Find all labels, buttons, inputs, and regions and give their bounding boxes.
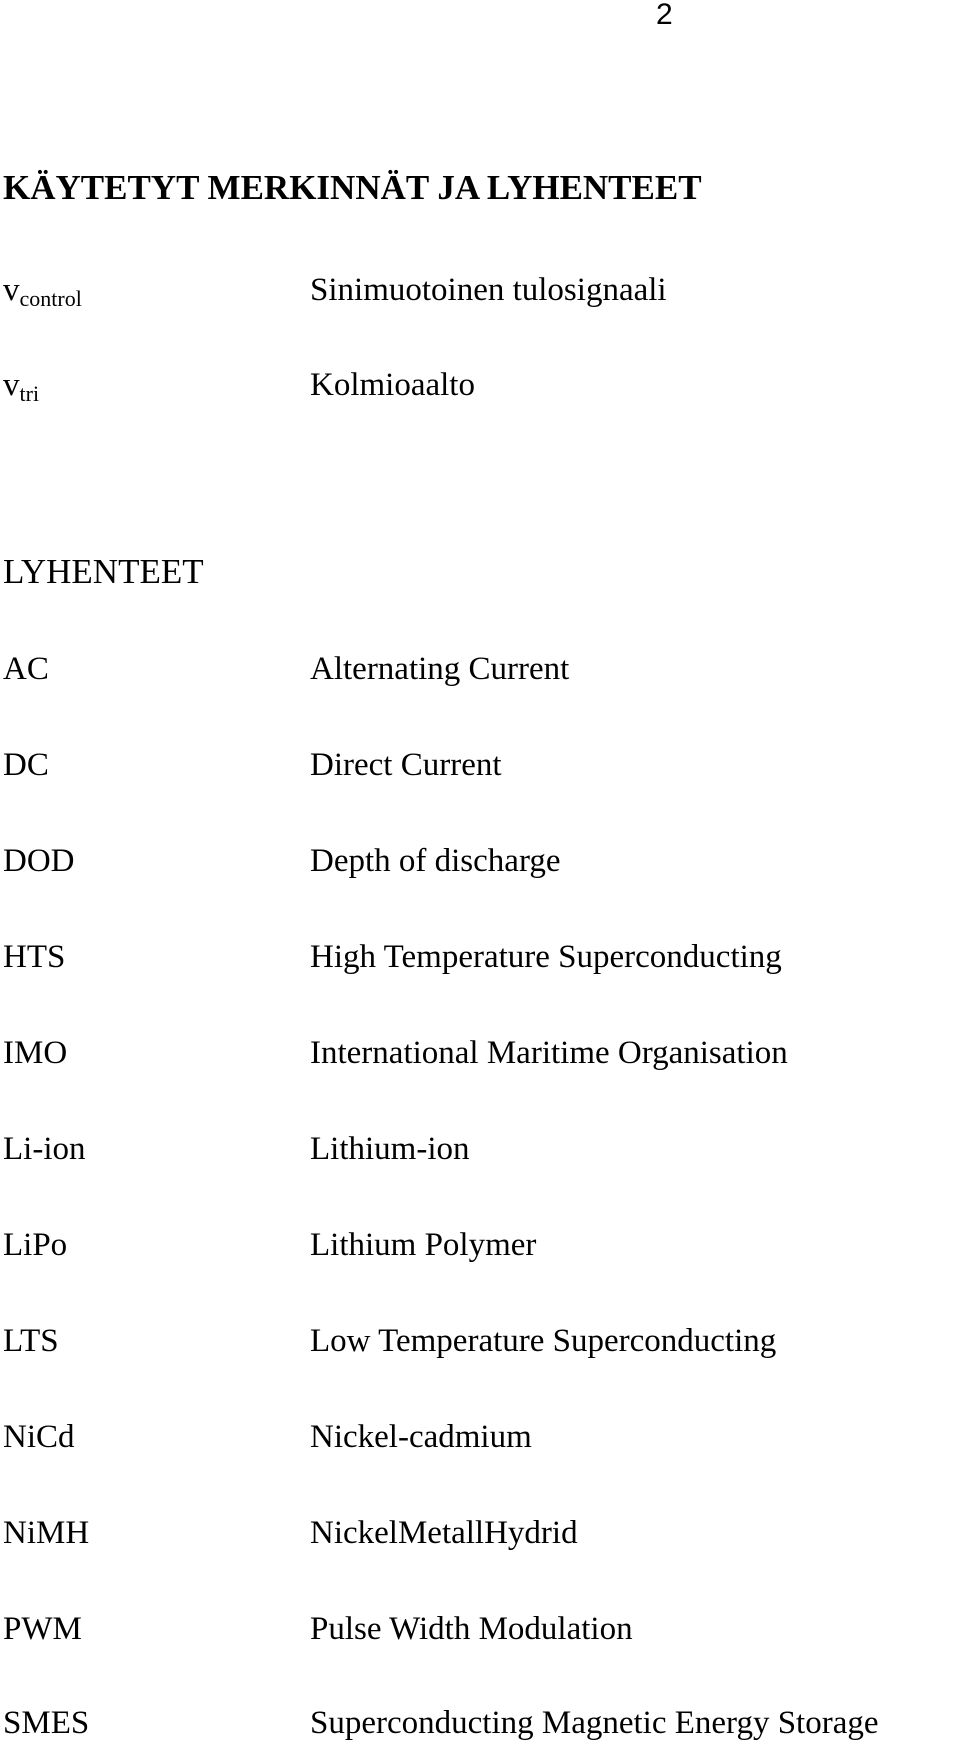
abbreviation-row <box>0 1417 960 1465</box>
abbreviation-term: LTS <box>3 1323 59 1359</box>
abbreviation-term: DOD <box>3 843 75 879</box>
abbreviation-definition: NickelMetallHydrid <box>310 1515 578 1551</box>
abbreviation-row <box>0 1225 960 1273</box>
symbol-row <box>0 365 960 413</box>
abbreviation-row <box>0 1033 960 1081</box>
abbreviation-definition: Pulse Width Modulation <box>310 1611 633 1647</box>
symbol-term <box>3 270 82 310</box>
symbol-definition: Sinimuotoinen tulosignaali <box>310 272 667 308</box>
abbreviation-definition: Depth of discharge <box>310 843 561 879</box>
abbreviation-definition: Superconducting Magnetic Energy Storage <box>310 1705 879 1741</box>
abbreviation-term: DC <box>3 747 49 783</box>
abbreviation-definition: High Temperature Superconducting <box>310 939 782 975</box>
abbreviation-term: AC <box>3 651 49 687</box>
abbreviation-term: SMES <box>3 1705 90 1741</box>
abbreviation-row <box>0 937 960 985</box>
symbol-definition: Kolmioaalto <box>310 367 475 403</box>
abbreviation-term: HTS <box>3 939 66 975</box>
abbreviation-row <box>0 649 960 697</box>
page-number: 2 <box>656 0 673 31</box>
abbreviation-row <box>0 841 960 889</box>
symbol-term <box>3 365 39 405</box>
abbreviation-row <box>0 1321 960 1369</box>
abbreviation-row <box>0 1513 960 1561</box>
abbreviation-row <box>0 1703 960 1751</box>
abbreviation-definition: Lithium Polymer <box>310 1227 537 1263</box>
abbreviation-term: PWM <box>3 1611 82 1647</box>
abbreviation-term: Li-ion <box>3 1131 86 1167</box>
symbol-base: v <box>3 367 20 403</box>
symbol-subscript: control <box>19 286 82 311</box>
abbreviation-row <box>0 745 960 793</box>
abbreviation-definition: Lithium-ion <box>310 1131 470 1167</box>
abbreviation-term: IMO <box>3 1035 68 1071</box>
abbreviation-term: NiMH <box>3 1515 90 1551</box>
abbreviation-row <box>0 1609 960 1657</box>
section-heading-symbols: KÄYTETYT MERKINNÄT JA LYHENTEET <box>3 168 702 207</box>
abbreviation-definition: Alternating Current <box>310 651 570 687</box>
abbreviation-row <box>0 1129 960 1177</box>
abbreviation-definition: Nickel-cadmium <box>310 1419 532 1455</box>
symbol-row <box>0 270 960 318</box>
abbreviation-definition: International Maritime Organisation <box>310 1035 788 1071</box>
abbreviation-term: NiCd <box>3 1419 75 1455</box>
section-heading-abbreviations: LYHENTEET <box>3 552 204 591</box>
symbol-base: v <box>3 272 20 308</box>
abbreviation-term: LiPo <box>3 1227 68 1263</box>
abbreviation-definition: Direct Current <box>310 747 502 783</box>
symbol-subscript: tri <box>19 381 40 406</box>
abbreviation-definition: Low Temperature Superconducting <box>310 1323 777 1359</box>
